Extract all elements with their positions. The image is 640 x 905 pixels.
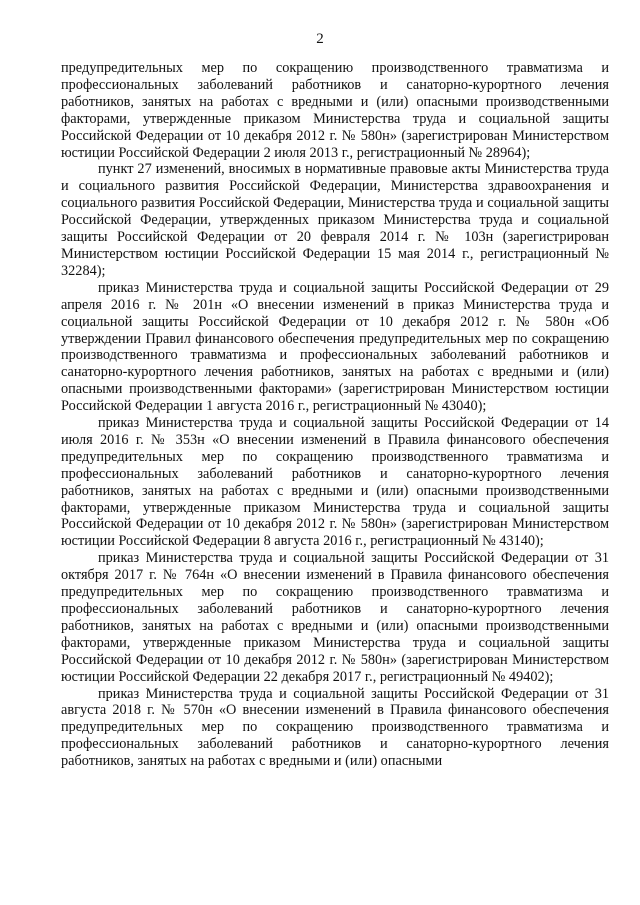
paragraph-continuation: предупредительных мер по сокращению производственного травматизма и профессиональных заболеваний работников и санаторно-курортного лечения работников, занятых на работах с вредными и (или) опасными производственными факторами, утвержденные приказом Министерства труда и социальной защиты Российской Федерации от 10 декабря 2012 г. № 580н» (зарегистрирован Министерством юстиции Российской Федерации 2 июля 2013 г., регистрационный № 28964); [61, 60, 609, 161]
document-body [61, 60, 609, 770]
paragraph-order-353n: приказ Министерства труда и социальной защиты Российской Федерации от 14 июля 2016 г. № 353н «О внесении изменений в Правила финансового обеспечения предупредительных мер по сокращению производственного травматизма и профессиональных заболеваний работников и санаторно-курортного лечения работников, занятых на работах с вредными и (или) опасными производственными факторами, утвержденные приказом Министерства труда и социальной защиты Российской Федерации от 10 декабря 2012 г. № 580н» (зарегистрирован Министерством юстиции Российской Федерации 8 августа 2016 г., регистрационный № 43140); [61, 415, 609, 550]
paragraph-item-27: пункт 27 изменений, вносимых в нормативные правовые акты Министерства труда и социального развития Российской Федерации, Министерства здравоохранения и социального развития Российской Федерации, Министерства труда и социальной защиты Российской Федерации, утвержденных приказом Министерства труда и социальной защиты Российской Федерации от 20 февраля 2014 г. № 103н (зарегистрирован Министерством юстиции Российской Федерации 15 мая 2014 г., регистрационный № 32284); [61, 161, 609, 279]
paragraph-order-570n: приказ Министерства труда и социальной защиты Российской Федерации от 31 августа 2018 г. № 570н «О внесении изменений в Правила финансового обеспечения предупредительных мер по сокращению производственного травматизма и профессиональных заболеваний работников и санаторно-курортного лечения работников, занятых на работах с вредными и (или) опасными [61, 685, 609, 770]
paragraph-order-201n: приказ Министерства труда и социальной защиты Российской Федерации от 29 апреля 2016 г. № 201н «О внесении изменений в приказ Министерства труда и социальной защиты Российской Федерации от 10 декабря 2012 г. № 580н «Об утверждении Правил финансового обеспечения предупредительных мер по сокращению производственного травматизма и профессиональных заболеваний работников и санаторно-курортного лечения работников, занятых на работах с вредными и (или) опасными производственными факторами» (зарегистрирован Министерством юстиции Российской Федерации 1 августа 2016 г., регистрационный № 43040); [61, 279, 609, 415]
page-number: 2 [316, 31, 324, 47]
paragraph-order-764n: приказ Министерства труда и социальной защиты Российской Федерации от 31 октября 2017 г. № 764н «О внесении изменений в Правила финансового обеспечения предупредительных мер по сокращению производственного травматизма и профессиональных заболеваний работников и санаторно-курортного лечения работников, занятых на работах с вредными и (или) опасными производственными факторами, утвержденные приказом Министерства труда и социальной защиты Российской Федерации от 10 декабря 2012 г. № 580н» (зарегистрирован Министерством юстиции Российской Федерации 22 декабря 2017 г., регистрационный № 49402); [61, 550, 609, 685]
